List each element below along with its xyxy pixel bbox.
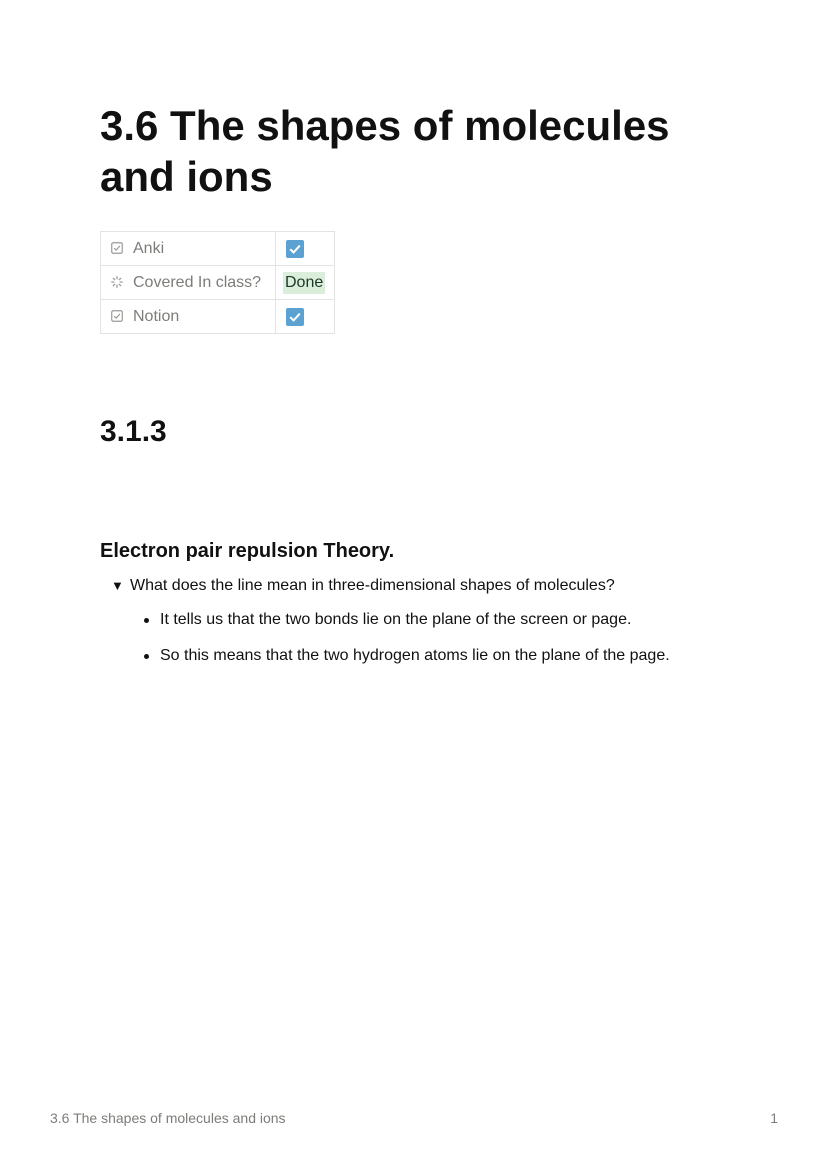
toggle-header[interactable] bbox=[111, 576, 791, 596]
page-title: 3.6 The shapes of molecules and ions bbox=[100, 102, 670, 200]
bullet-icon bbox=[144, 618, 149, 623]
list-item bbox=[141, 610, 791, 630]
property-row-covered-in-class bbox=[101, 266, 335, 300]
toggle-arrow-icon[interactable]: ▼ bbox=[111, 578, 124, 593]
list-item bbox=[141, 646, 791, 666]
notion-checkbox[interactable] bbox=[286, 308, 304, 326]
property-label-anki: Anki bbox=[133, 239, 165, 257]
property-row-anki bbox=[101, 232, 335, 266]
property-name-cell bbox=[101, 300, 276, 334]
property-value-cell bbox=[276, 300, 335, 334]
properties-table bbox=[100, 231, 335, 334]
toggle-question: What does the line mean in three-dimensional shapes of molecules? bbox=[130, 577, 615, 594]
property-name-cell bbox=[101, 232, 276, 266]
property-name-cell bbox=[101, 266, 276, 300]
property-label-notion: Notion bbox=[133, 307, 180, 325]
status-property-icon bbox=[111, 276, 123, 288]
toggle-block bbox=[111, 576, 791, 596]
section-heading: 3.1.3 bbox=[100, 415, 167, 448]
property-row-notion bbox=[101, 300, 335, 334]
anki-checkbox[interactable] bbox=[286, 240, 304, 258]
list-item-text: So this means that the two hydrogen atoms lie on the plane of the page. bbox=[160, 647, 670, 664]
list-item-text: It tells us that the two bonds lie on the plane of the screen or page. bbox=[160, 611, 632, 628]
bullet-icon bbox=[144, 654, 149, 659]
property-label-covered-in-class: Covered In class? bbox=[133, 273, 262, 291]
footer-title: 3.6 The shapes of molecules and ions bbox=[50, 1110, 286, 1126]
status-badge[interactable]: Done bbox=[283, 272, 325, 294]
property-value-cell bbox=[276, 232, 335, 266]
property-value-cell bbox=[276, 266, 335, 300]
sub-heading: Electron pair repulsion Theory. bbox=[100, 540, 395, 562]
checkbox-property-icon bbox=[111, 242, 123, 254]
footer-page-number: 1 bbox=[770, 1110, 778, 1126]
checkbox-property-icon bbox=[111, 310, 123, 322]
bullet-list bbox=[141, 610, 791, 682]
